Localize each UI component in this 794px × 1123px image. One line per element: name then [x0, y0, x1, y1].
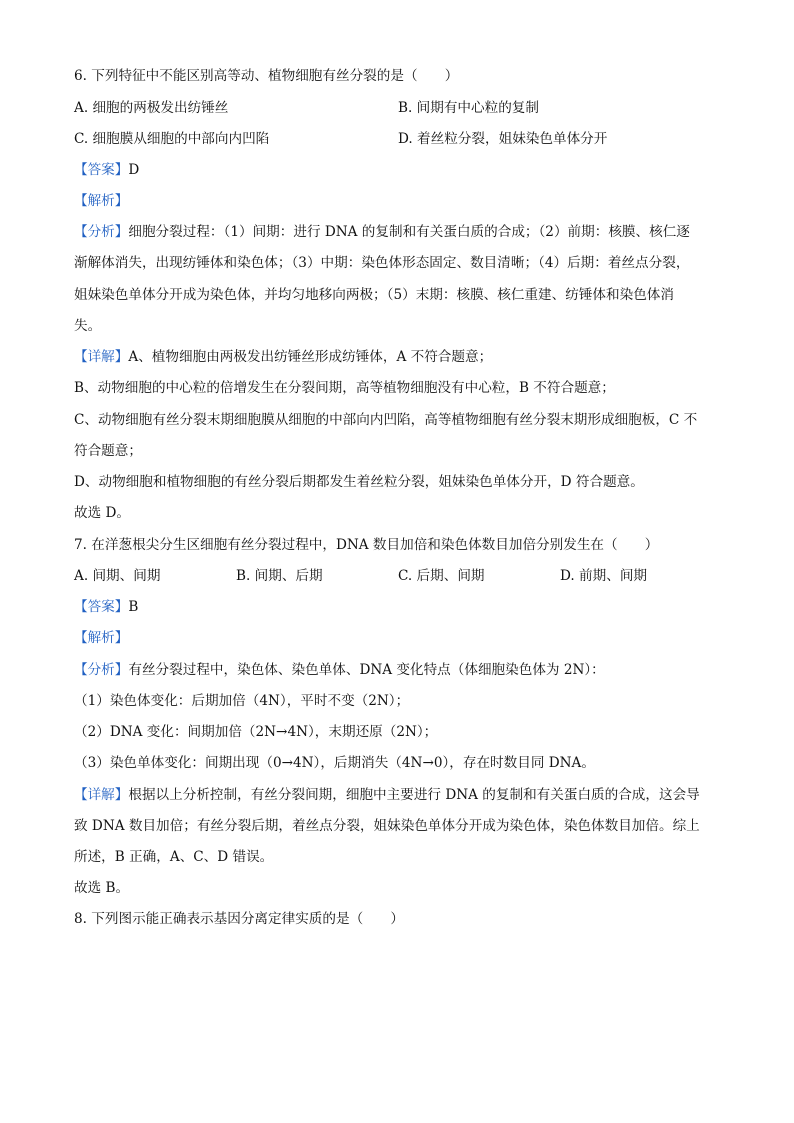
q7-conclusion: 故选 B。 [74, 880, 130, 896]
q7-detail-tag: 【详解】 [74, 787, 129, 803]
q7-fenxi-line-1 [74, 660, 714, 680]
q6-option-a: A. 细胞的两极发出纺锤丝 [74, 100, 229, 116]
q6-detail-line-4: 符合题意； [74, 443, 142, 459]
q7-detail-text-1: 根据以上分析控制，有丝分裂间期，细胞中主要进行 DNA 的复制和有关蛋白质的合成，这会导 [128, 787, 700, 803]
q6-answer-value: D [128, 162, 140, 178]
question-7-stem: 7. 在洋葱根尖分生区细胞有丝分裂过程中，DNA 数目加倍和染色体数目加倍分别发生在（ ） [74, 537, 659, 553]
q6-option-c: C. 细胞膜从细胞的中部向内凹陷 [74, 131, 270, 147]
q6-fenxi-text-1: 细胞分裂过程：（1）间期：进行 DNA 的复制和有关蛋白质的合成；（2）前期：核膜、核仁逐 [128, 224, 690, 240]
q7-option-d: D. 前期、间期 [560, 568, 648, 584]
question-8-stem: 8. 下列图示能正确表示基因分离定律实质的是（ ） [74, 911, 404, 927]
question-6-stem: 6. 下列特征中不能区别高等动、植物细胞有丝分裂的是（ ） [74, 68, 459, 84]
q7-option-a: A. 间期、间期 [74, 568, 161, 584]
q7-detail-line-3: 所述，B 正确，A、C、D 错误。 [74, 849, 274, 865]
q6-detail-text-1: A、植物细胞由两极发出纺锤丝形成纺锤体，A 不符合题意； [128, 349, 493, 365]
q6-fenxi-line-4: 失。 [74, 318, 102, 334]
q6-detail-tag: 【详解】 [74, 349, 129, 365]
q7-answer-tag: 【答案】 [74, 599, 129, 615]
q7-answer-line [74, 597, 714, 617]
q6-fenxi-line-2: 渐解体消失，出现纺锤体和染色体；（3）中期：染色体形态固定、数目清晰；（4）后期：着丝点分裂， [74, 255, 690, 271]
q6-analysis-tag: 【解析】 [74, 193, 129, 209]
q6-answer-tag: 【答案】 [74, 162, 129, 178]
q6-detail-line-2: B、动物细胞的中心粒的倍增发生在分裂间期，高等植物细胞没有中心粒，B 不符合题意； [74, 380, 615, 396]
q6-fenxi-line-1 [74, 222, 714, 242]
q7-analysis-tag: 【解析】 [74, 630, 129, 646]
q6-option-d: D. 着丝粒分裂，姐妹染色单体分开 [398, 131, 608, 147]
q6-fenxi-line-3: 姐妹染色单体分开成为染色体，并均匀地移向两极；（5）末期：核膜、核仁重建、纺锤体和染色体消 [74, 287, 674, 303]
q6-conclusion: 故选 D。 [74, 505, 131, 521]
q6-option-b: B. 间期有中心粒的复制 [398, 100, 539, 116]
q7-fenxi-text-1: 有丝分裂过程中，染色体、染色单体、DNA 变化特点（体细胞染色体为 2N）： [128, 662, 605, 678]
q7-fenxi-line-3: （2）DNA 变化：间期加倍（2N→4N），末期还原（2N）； [74, 724, 438, 740]
q7-option-b: B. 间期、后期 [236, 568, 323, 584]
q7-answer-value: B [128, 599, 139, 615]
q7-fenxi-line-2: （1）染色体变化：后期加倍（4N），平时不变（2N）； [74, 693, 410, 709]
q7-fenxi-line-4: （3）染色单体变化：间期出现（0→4N），后期消失（4N→0），存在时数目同 DNA。 [74, 755, 595, 771]
q7-detail-line-2: 致 DNA 数目加倍；有丝分裂后期，着丝点分裂，姐妹染色单体分开成为染色体，染色体数目加倍。综上 [74, 818, 700, 834]
q6-answer-line [74, 160, 714, 180]
q6-detail-line-5: D、动物细胞和植物细胞的有丝分裂后期都发生着丝粒分裂，姐妹染色单体分开，D 符合题意。 [74, 474, 644, 490]
q6-detail-line-1 [74, 347, 714, 367]
q7-fenxi-tag: 【分析】 [74, 662, 129, 678]
q7-detail-line-1 [74, 785, 714, 805]
q6-detail-line-3: C、动物细胞有丝分裂末期细胞膜从细胞的中部向内凹陷，高等植物细胞有丝分裂末期形成细胞板，C 不 [74, 412, 698, 428]
q7-option-c: C. 后期、间期 [398, 568, 485, 584]
q6-fenxi-tag: 【分析】 [74, 224, 129, 240]
